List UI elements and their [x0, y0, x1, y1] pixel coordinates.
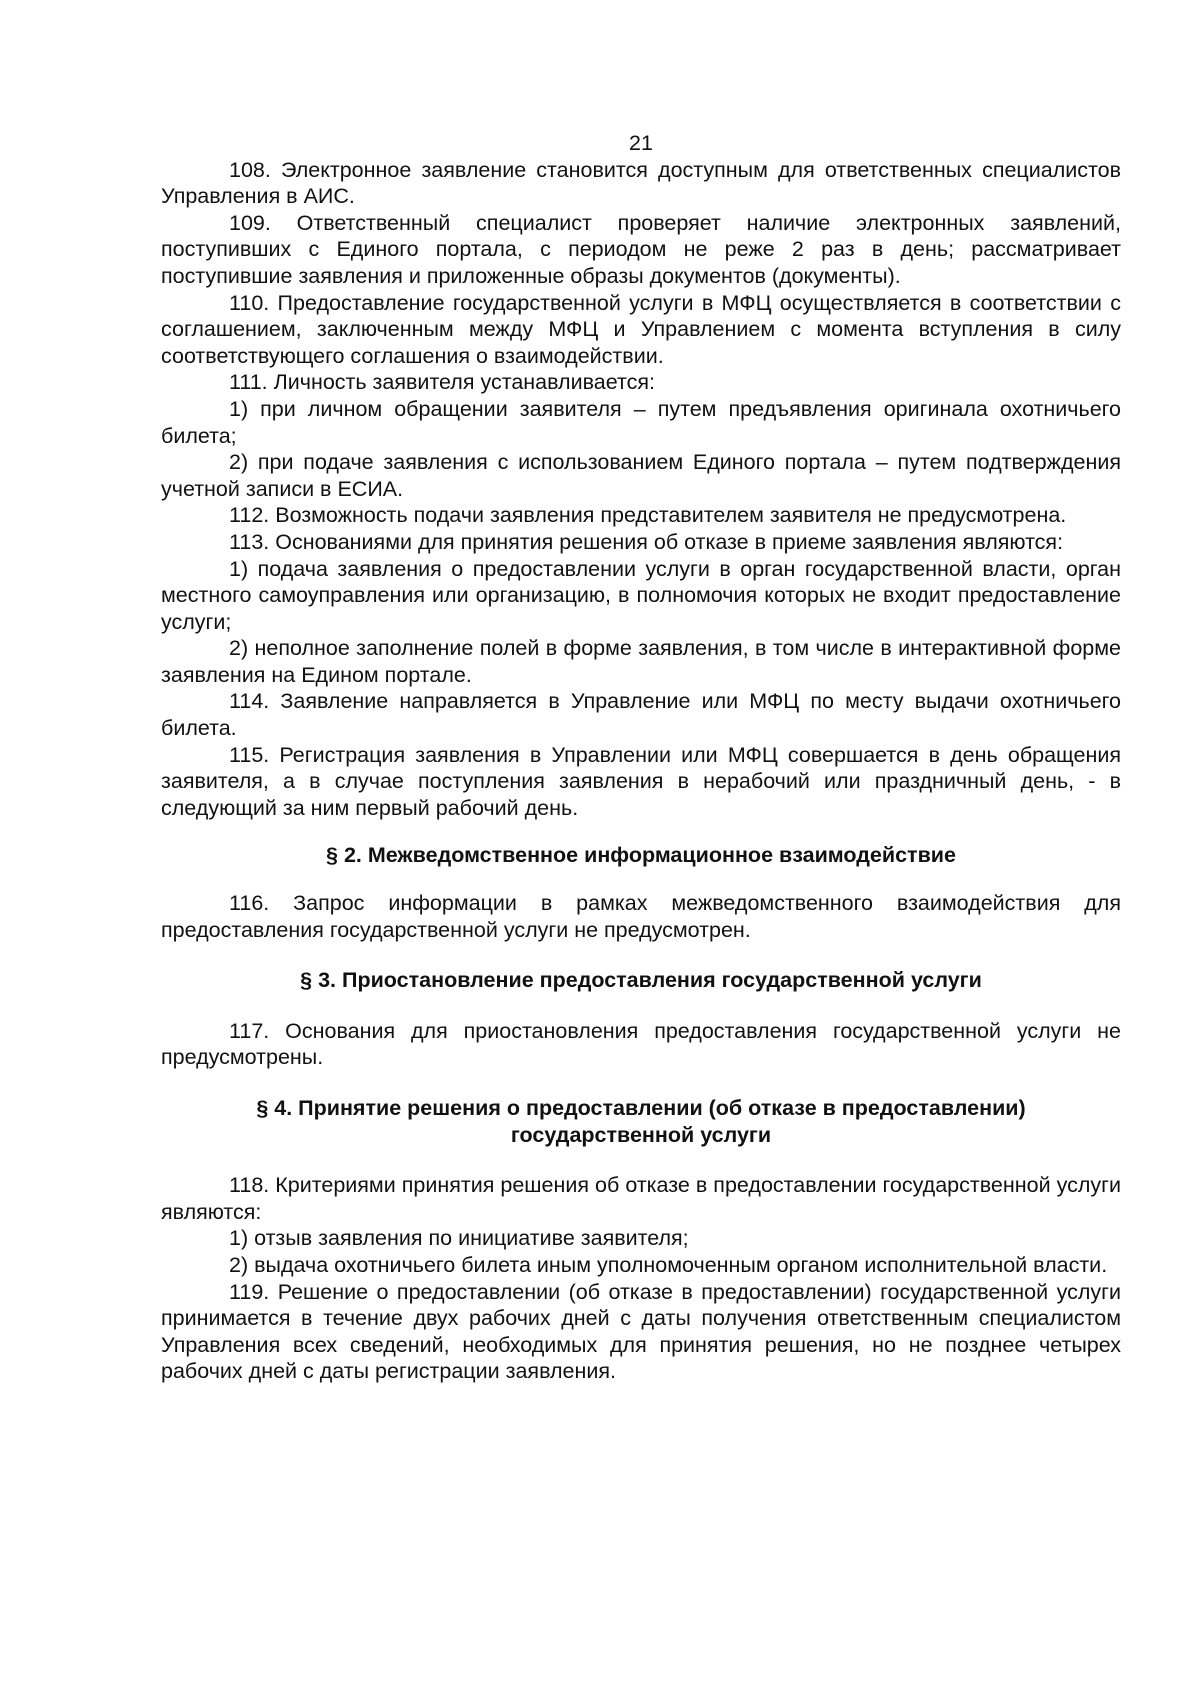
section-4-heading [161, 1095, 1121, 1148]
paragraph-115: 115. Регистрация заявления в Управлении или МФЦ совершается в день обращения заявителя, а в случае поступления заявления в нерабочий или праздничный день, - в следующий за ним первый рабочий день. [161, 742, 1121, 820]
paragraph-118-item-2: 2) выдача охотничьего билета иным уполномоченным органом исполнительной власти. [229, 1252, 1108, 1277]
paragraph-116: 116. Запрос информации в рамках межведомственного взаимодействия для предоставления государственной услуги не предусмотрен. [161, 891, 1121, 942]
paragraph-113-item-2: 2) неполное заполнение полей в форме заявления, в том числе в интерактивной форме заявления на Едином портале. [161, 636, 1121, 687]
paragraph-108: 108. Электронное заявление становится доступным для ответственных специалистов Управления в АИС. [161, 157, 1121, 209]
document-page [161, 130, 1121, 1385]
paragraph-119: 119. Решение о предоставлении (об отказе в предоставлении) государственной услуги принимается в течение двух рабочих дней с даты получения ответственным специалистом Управления всех сведений, необходимых для принятия решения, но не позднее четырех рабочих дней с даты регистрации заявления. [161, 1279, 1121, 1384]
paragraph-110: 110. Предоставление государственной услуги в МФЦ осуществляется в соответствии с соглашением, заключенным между МФЦ и Управлением с момента вступления в силу соответствующего соглашения о взаимодействии. [161, 290, 1121, 368]
paragraph-111: 111. Личность заявителя устанавливается: [229, 370, 655, 395]
page-number: 21 [629, 131, 653, 155]
paragraph-109: 109. Ответственный специалист проверяет наличие электронных заявлений, поступивших с Единого портала, с периодом не реже 2 раз в день; рассматривает поступившие заявления и приложенные образы документов (документы). [161, 210, 1121, 288]
paragraph-118: 118. Критериями принятия решения об отказе в предоставлении государственной услуги являются: [161, 1173, 1121, 1224]
paragraph-114: 114. Заявление направляется в Управление или МФЦ по месту выдачи охотничьего билета. [161, 689, 1121, 741]
paragraph-111-item-1: 1) при личном обращении заявителя – путем предъявления оригинала охотничьего билета; [161, 396, 1121, 448]
paragraph-113: 113. Основаниями для принятия решения об отказе в приеме заявления являются: [229, 529, 1064, 554]
section-4-heading-line-2: государственной услуги [510, 1122, 772, 1147]
paragraph-113-item-1: 1) подача заявления о предоставлении услуги в орган государственной власти, орган местного самоуправления или организацию, в полномочия которых не входит предоставление услуги; [161, 556, 1121, 634]
section-4-heading-line-1: § 4. Принятие решения о предоставлении (об отказе в предоставлении) [256, 1096, 1026, 1120]
section-3-heading: § 3. Приостановление предоставления государственной услуги [300, 968, 982, 993]
paragraph-111-item-2: 2) при подаче заявления с использованием Единого портала – путем подтверждения учетной записи в ЕСИА. [161, 450, 1121, 501]
paragraph-112: 112. Возможность подачи заявления представителем заявителя не предусмотрена. [229, 503, 1067, 528]
paragraph-117: 117. Основания для приостановления предоставления государственной услуги не предусмотрены. [161, 1018, 1121, 1070]
paragraph-118-item-1: 1) отзыв заявления по инициативе заявителя; [229, 1226, 689, 1251]
section-2-heading: § 2. Межведомственное информационное взаимодействие [326, 843, 956, 868]
